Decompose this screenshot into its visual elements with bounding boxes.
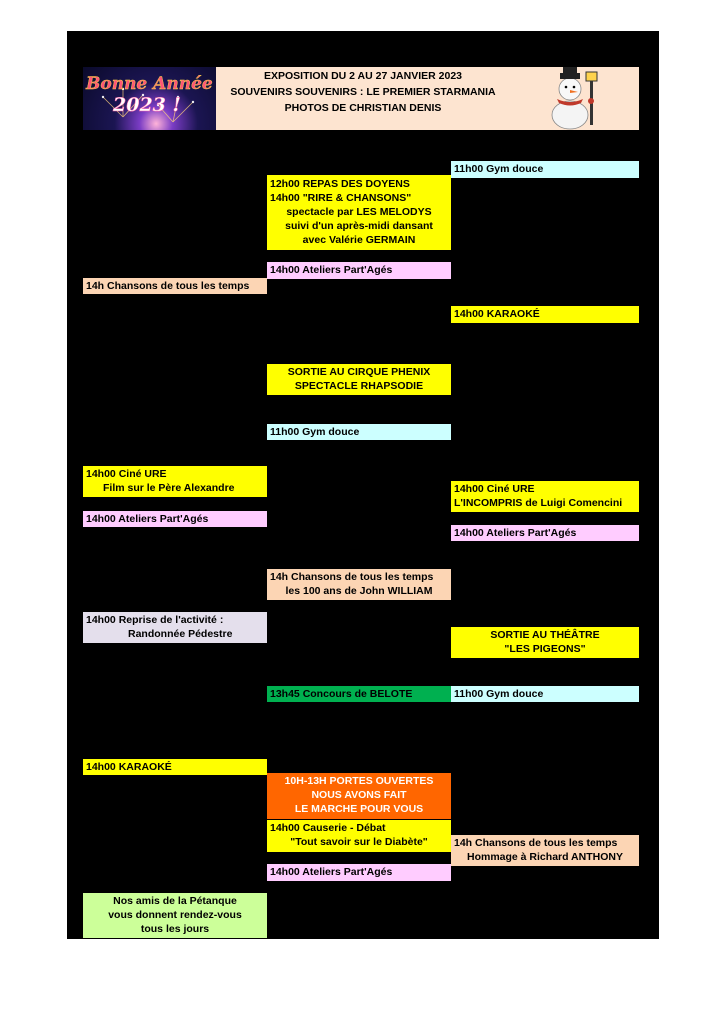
event-text: 14h00 "RIRE & CHANSONS" bbox=[270, 192, 412, 204]
event-text: vous donnent rendez-vous bbox=[108, 909, 242, 921]
event-gym-douce bbox=[451, 161, 639, 178]
event-text: L'INCOMPRIS de Luigi Comencini bbox=[454, 497, 623, 509]
event-chansons bbox=[267, 569, 451, 600]
event-chansons bbox=[451, 835, 639, 866]
event-text: 14h Chansons de tous les temps bbox=[86, 280, 250, 292]
logo-line-2: 2023 ! bbox=[113, 94, 181, 116]
event-cine-ure bbox=[83, 466, 267, 497]
event-text: les 100 ans de John WILLIAM bbox=[285, 585, 433, 597]
header-line: PHOTOS DE CHRISTIAN DENIS bbox=[284, 102, 442, 114]
event-text: avec Valérie GERMAIN bbox=[302, 234, 416, 246]
event-text: spectacle par LES MELODYS bbox=[286, 206, 432, 218]
event-text: SORTIE AU CIRQUE PHENIX bbox=[287, 366, 431, 378]
event-text: 12h00 REPAS DES DOYENS bbox=[270, 178, 410, 190]
event-text: LE MARCHE POUR VOUS bbox=[294, 803, 424, 815]
event-belote bbox=[267, 686, 451, 702]
event-text: 11h00 Gym douce bbox=[454, 163, 544, 175]
event-text: 14h00 Ciné URE bbox=[454, 483, 535, 495]
event-ateliers-partages bbox=[267, 262, 451, 279]
fireworks-icon bbox=[83, 67, 216, 130]
event-ateliers-partages bbox=[267, 864, 451, 881]
event-text: 14h Chansons de tous les temps bbox=[270, 571, 434, 583]
event-karaoke bbox=[451, 306, 639, 323]
event-text: 14h00 Ateliers Part'Agés bbox=[86, 513, 209, 525]
event-text: 11h00 Gym douce bbox=[454, 688, 544, 700]
event-text: 11h00 Gym douce bbox=[270, 426, 360, 438]
event-ateliers-partages bbox=[451, 525, 639, 541]
event-text: 14h00 Reprise de l'activité : bbox=[86, 614, 224, 626]
event-text: 14h00 Ateliers Part'Agés bbox=[270, 866, 393, 878]
header-line: EXPOSITION DU 2 AU 27 JANVIER 2023 bbox=[263, 70, 462, 82]
event-text: SORTIE AU THÉÂTRE bbox=[490, 629, 600, 641]
event-cirque-phenix bbox=[267, 364, 451, 395]
event-text: tous les jours bbox=[140, 923, 210, 935]
event-portes-ouvertes bbox=[267, 773, 451, 819]
event-text: suivi d'un après-midi dansant bbox=[285, 220, 433, 232]
event-randonnee bbox=[83, 612, 267, 643]
event-text: 14h Chansons de tous les temps bbox=[454, 837, 618, 849]
event-text: 14h00 KARAOKÉ bbox=[454, 308, 540, 320]
event-text: 14h00 Ciné URE bbox=[86, 468, 167, 480]
event-text: SPECTACLE RHAPSODIE bbox=[294, 380, 424, 392]
event-text: 14h00 Ateliers Part'Agés bbox=[454, 527, 577, 539]
event-causerie-debat bbox=[267, 820, 451, 852]
event-text: "LES PIGEONS" bbox=[504, 643, 586, 655]
event-ateliers-partages bbox=[83, 511, 267, 527]
event-sortie-theatre bbox=[451, 627, 639, 658]
header-banner bbox=[83, 67, 639, 130]
logo-line-1: Bonne Année bbox=[86, 74, 213, 94]
event-text: 14h00 KARAOKÉ bbox=[86, 761, 172, 773]
event-text: 14h00 Ateliers Part'Agés bbox=[270, 264, 393, 276]
event-karaoke bbox=[83, 759, 267, 775]
event-text: NOUS AVONS FAIT bbox=[311, 789, 407, 801]
event-petanque bbox=[83, 893, 267, 938]
event-text: 10H-13H PORTES OUVERTES bbox=[284, 775, 434, 787]
event-repas-des-doyens bbox=[267, 175, 451, 250]
event-text: 13h45 Concours de BELOTE bbox=[270, 688, 413, 700]
header-text bbox=[213, 68, 513, 116]
event-text: 14h00 Causerie - Débat bbox=[270, 822, 386, 834]
event-text: Nos amis de la Pétanque bbox=[113, 895, 237, 907]
event-gym-douce bbox=[451, 686, 639, 702]
event-text: "Tout savoir sur le Diabète" bbox=[290, 836, 428, 848]
event-gym-douce bbox=[267, 424, 451, 440]
event-text: Film sur le Père Alexandre bbox=[103, 482, 235, 494]
header-line: SOUVENIRS SOUVENIRS : LE PREMIER STARMANIA bbox=[230, 86, 496, 98]
event-cine-ure bbox=[451, 481, 639, 512]
snowman-icon bbox=[545, 67, 605, 130]
event-chansons bbox=[83, 278, 267, 294]
event-text: Hommage à Richard ANTHONY bbox=[467, 851, 623, 863]
event-text: Randonnée Pédestre bbox=[128, 628, 233, 640]
